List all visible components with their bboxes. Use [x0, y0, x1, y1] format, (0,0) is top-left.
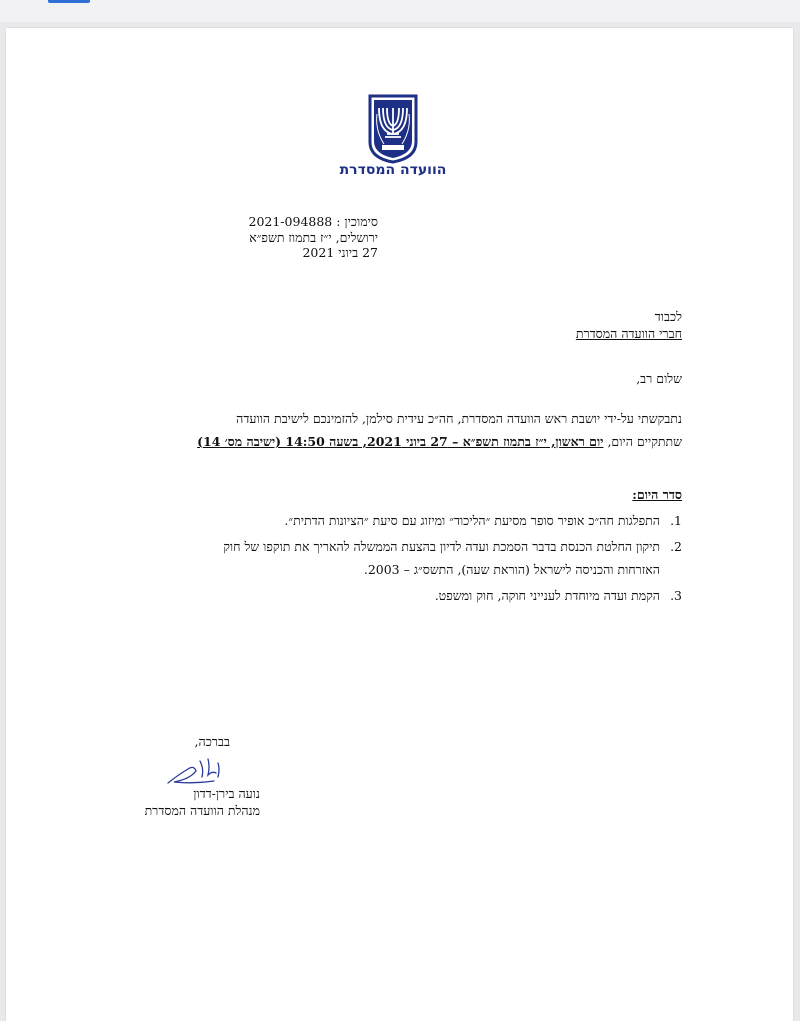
active-tab-indicator[interactable]: [48, 0, 90, 3]
handwritten-signature-icon: [164, 755, 226, 789]
closing-block: [116, 733, 276, 750]
body-line-2-prefix: שתתקיים היום,: [603, 434, 682, 449]
to-name: חברי הוועדה המסדרת: [575, 326, 682, 341]
body-line-1: נתבקשתי על-ידי יושבת ראש הוועדה המסדרת, חה״כ עידית סילמן, להזמינכם לישיבת הוועדה: [236, 411, 682, 426]
body-line-2: [142, 430, 682, 453]
agenda-item-text: תיקון החלטת הכנסת בדבר הסמכת ועדה לדיון בהצעת הממשלה להאריך את תוקפו של חוק: [223, 539, 660, 554]
signatory-title: מנהלת הוועדה המסדרת: [144, 803, 260, 818]
agenda-item-1: [122, 509, 682, 532]
signatory-name: נועה בירן-דדון: [193, 786, 260, 801]
gregorian-date: 27 ביוני 2021: [302, 245, 378, 260]
agenda-item-3: [122, 584, 682, 607]
signatory: [116, 785, 260, 819]
agenda-item-number: 2.: [670, 539, 682, 554]
agenda-list: [122, 509, 682, 607]
body-paragraph: [142, 407, 682, 453]
to-label: לכבוד: [654, 309, 682, 324]
agenda-item-number: 1.: [670, 513, 682, 528]
agenda-item-text: התפלגות חה״כ אופיר סופר מסיעת ״הליכוד״ ומיזוג עם סיעת ״הציונות הדתית״.: [284, 513, 660, 528]
meeting-details: יום ראשון, י״ז בתמוז תשפ״א – 27 ביוני 2021, בשעה 14:50 (ישיבה מס׳ 14): [197, 434, 604, 449]
reference-number: סימוכין : 2021-094888: [248, 214, 378, 229]
agenda-item-text: הקמת ועדה מיוחדת לענייני חוקה, חוק ומשפט.: [434, 588, 660, 603]
agenda-item-text-continued: האזרחות והכניסה לישראל (הוראת שעה), התשס״ג – 2003.: [363, 562, 660, 577]
closing-blessing: בברכה,: [194, 734, 230, 749]
viewer-top-bar: [0, 0, 800, 22]
place-hebrew-date: ירושלים, י״ז בתמוז תשפ״א: [249, 229, 378, 245]
document-meta: [118, 214, 378, 261]
organization-title: הוועדה המסדרת: [339, 162, 447, 178]
agenda-title: סדר היום:: [632, 487, 682, 502]
greeting: שלום רב,: [636, 371, 682, 386]
agenda-item-number: 3.: [670, 588, 682, 603]
recipient-block: [382, 308, 682, 342]
agenda-item-2: [122, 535, 682, 581]
state-emblem-menorah-icon: [366, 94, 420, 164]
